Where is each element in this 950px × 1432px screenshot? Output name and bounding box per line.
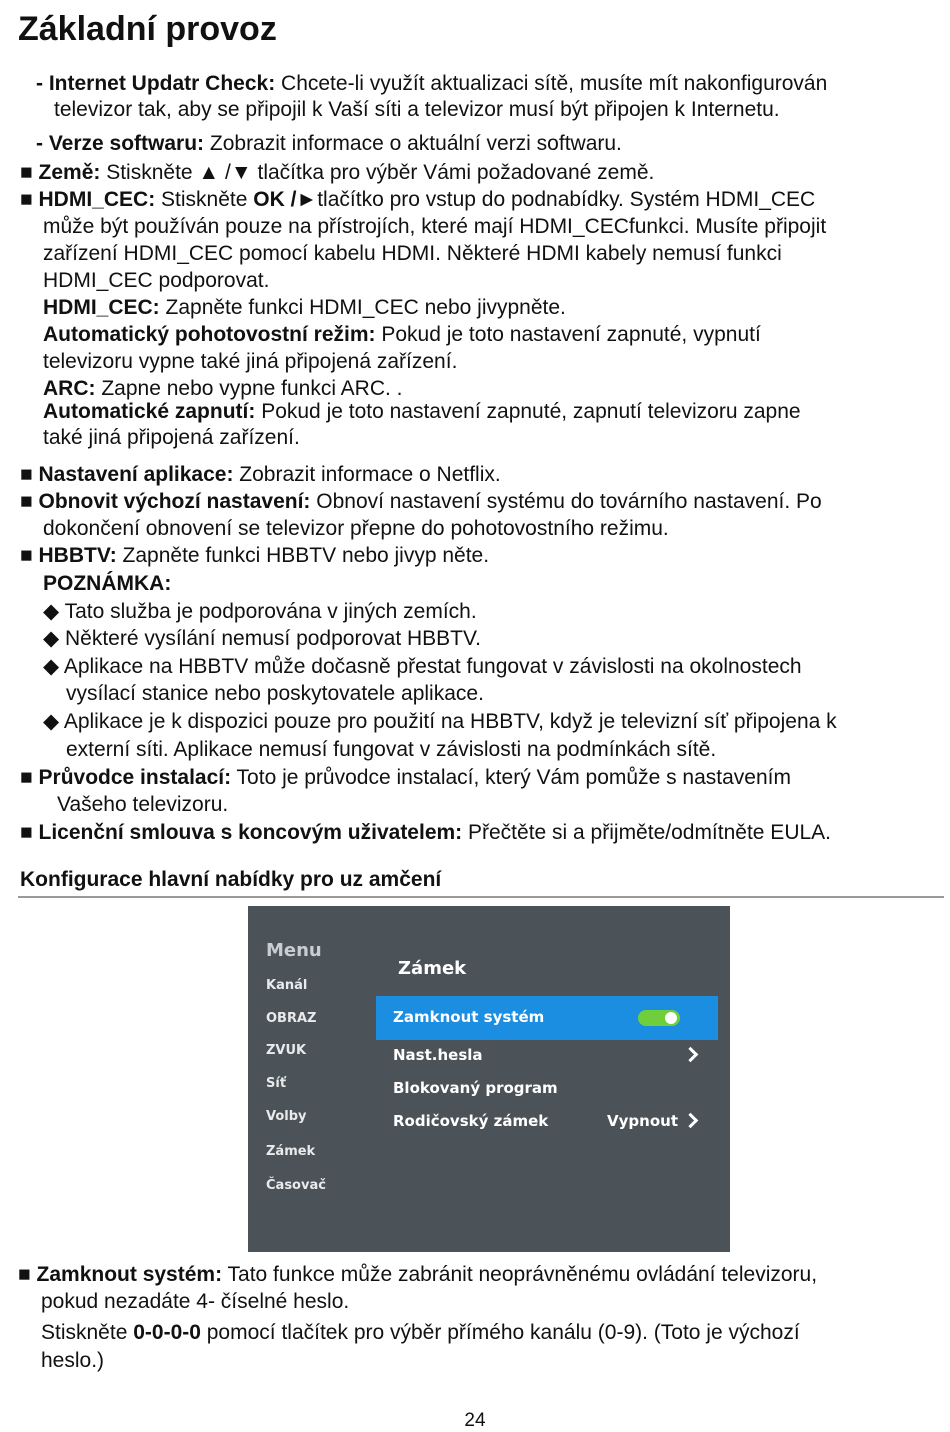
item-hbbtv	[20, 542, 489, 569]
item-continuation	[43, 424, 300, 451]
item-continuation	[43, 515, 669, 542]
toggle-knob	[665, 1012, 677, 1024]
item-text: Tato funkce může zabránit neoprávněnému ovládání televizoru,	[222, 1263, 818, 1286]
item-label: Automatický pohotovostní režim:	[43, 323, 376, 346]
item-text: Pokud je toto nastavení zapnuté, zapnutí televizoru zapne	[255, 400, 801, 423]
item-lock-system	[18, 1261, 817, 1288]
note-bullet	[43, 598, 477, 625]
tv-row-parental-lock	[376, 1100, 718, 1144]
item-continuation	[43, 213, 826, 240]
item-label: ■ HBBTV:	[20, 544, 117, 567]
item-text: Zobrazit informace o aktuální verzi softwaru.	[204, 132, 622, 155]
item-text: Zapne nebo vypne funkci ARC. .	[95, 377, 403, 400]
item-install-guide	[20, 764, 791, 791]
item-auto-power-on	[43, 398, 801, 425]
tv-nav-item: Kanál	[266, 978, 308, 993]
note-heading	[43, 570, 171, 597]
note-bullet	[43, 708, 837, 735]
ok-key-label: OK /►	[253, 188, 318, 211]
item-text: Chcete-li využít aktualizaci sítě, musíte mít nakonfigurován	[275, 72, 828, 95]
tv-nav-item: Zámek	[266, 1144, 316, 1159]
item-label: Automatické zapnutí:	[43, 400, 256, 423]
item-text: externí síti. Aplikace nemusí fungovat v závislosti na podmínkách sítě.	[66, 738, 717, 761]
item-text: Obnoví nastavení systému do továrního nastavení. Po	[310, 490, 822, 513]
item-app-settings	[20, 461, 501, 488]
toggle-switch	[638, 1010, 680, 1026]
item-text: vysílací stanice nebo poskytovatele aplikace.	[66, 682, 484, 705]
item-continuation	[43, 240, 782, 267]
item-text: Stiskněte ▲ /▼ tlačítka pro výběr Vámi požadované země.	[100, 161, 655, 184]
item-continuation	[54, 96, 780, 123]
item-label: ■ Země:	[20, 161, 101, 184]
item-text: Stiskněte	[41, 1321, 134, 1344]
item-eula	[20, 819, 831, 846]
item-label: ■ Zamknout systém:	[18, 1263, 223, 1286]
item-continuation	[66, 680, 484, 707]
item-hdmi-cec-toggle	[43, 294, 566, 321]
tv-nav-item: Časovač	[266, 1178, 326, 1193]
tv-menu-screenshot	[248, 906, 730, 1252]
item-text: zařízení HDMI_CEC pomocí kabelu HDMI. Některé HDMI kabely nemusí funkci	[43, 242, 782, 265]
section-subheading: Konfigurace hlavní nabídky pro uz amčení	[20, 868, 442, 891]
item-hdmi-cec	[20, 186, 815, 213]
item-text: Vašeho televizoru.	[57, 793, 229, 816]
item-label: - Internet Updatr Check:	[36, 72, 276, 95]
note-bullet	[43, 625, 481, 652]
item-text: televizoru vypne také jiná připojená zařízení.	[43, 350, 458, 373]
item-continuation	[57, 791, 228, 818]
item-label: ARC:	[43, 377, 96, 400]
tv-row-label: Blokovaný program	[393, 1079, 558, 1097]
item-software-version	[36, 130, 622, 157]
item-text: Zapněte funkci HDMI_CEC nebo jivypněte.	[159, 296, 566, 319]
item-factory-reset	[20, 488, 822, 515]
item-text: Zapněte funkci HBBTV nebo jivyp něte.	[116, 544, 490, 567]
tv-section-heading: Zámek	[398, 958, 467, 979]
item-text: také jiná připojená zařízení.	[43, 426, 300, 449]
tv-nav-item: OBRAZ	[266, 1011, 317, 1026]
item-text: televizor tak, aby se připojil k Vaší síti a televizor musí být připojen k Internetu.	[54, 98, 780, 121]
item-text: ◆ Aplikace na HBBTV může dočasně přestat fungovat v závislosti na okolnostech	[43, 655, 802, 678]
item-text: ◆ Aplikace je k dispozici pouze pro použití na HBBTV, když je televizní síť připojena k	[43, 710, 837, 733]
tv-nav-item: Volby	[266, 1109, 307, 1124]
item-auto-standby	[43, 321, 761, 348]
item-continuation	[43, 348, 457, 375]
item-continuation	[43, 267, 269, 294]
tv-nav-item: Síť	[266, 1076, 287, 1091]
note-bullet	[43, 653, 802, 680]
item-text: Toto je průvodce instalací, který Vám pomůže s nastavením	[231, 766, 791, 789]
item-text: dokončení obnovení se televizor přepne do pohotovostního režimu.	[43, 517, 669, 540]
item-label: ■ Průvodce instalací:	[20, 766, 232, 789]
item-text: HDMI_CEC podporovat.	[43, 269, 270, 292]
page-number: 24	[464, 1410, 486, 1431]
item-text: Pokud je toto nastavení zapnuté, vypnutí	[375, 323, 761, 346]
item-text: ◆ Tato služba je podporována v jiných zemích.	[43, 600, 477, 623]
item-label: POZNÁMKA:	[43, 572, 172, 595]
item-default-code	[41, 1319, 800, 1346]
page-title: Základní provoz	[18, 10, 277, 48]
item-label: ■ Obnovit výchozí nastavení:	[20, 490, 311, 513]
item-label: ■ Licenční smlouva s koncovým uživatelem:	[20, 821, 463, 844]
item-continuation	[41, 1288, 349, 1315]
item-continuation	[66, 736, 716, 763]
item-text: Zobrazit informace o Netflix.	[233, 463, 501, 486]
item-continuation	[41, 1347, 104, 1374]
tv-row-label: Rodičovský zámek	[393, 1112, 549, 1130]
item-text: Stiskněte	[155, 188, 254, 211]
tv-row-label: Zamknout systém	[393, 1008, 545, 1026]
item-label: - Verze softwaru:	[36, 132, 205, 155]
tv-menu-title: Menu	[266, 940, 322, 961]
chevron-right-icon	[683, 1113, 699, 1129]
item-text: pokud nezadáte 4- číselné heslo.	[41, 1290, 350, 1313]
item-text: ◆ Některé vysílání nemusí podporovat HBBTV.	[43, 627, 481, 650]
tv-row-label: Nast.hesla	[393, 1046, 483, 1064]
item-label: ■ HDMI_CEC:	[20, 188, 156, 211]
item-label: ■ Nastavení aplikace:	[20, 463, 234, 486]
item-text: Přečtěte si a přijměte/odmítněte EULA.	[462, 821, 832, 844]
chevron-right-icon	[683, 1047, 699, 1063]
item-text: pomocí tlačítek pro výběr přímého kanálu (0-9). (Toto je výchozí	[200, 1321, 800, 1344]
item-country	[20, 159, 654, 186]
item-label: HDMI_CEC:	[43, 296, 160, 319]
section-divider	[18, 896, 944, 898]
tv-row-value: Vypnout	[607, 1112, 678, 1130]
tv-nav-item: ZVUK	[266, 1043, 307, 1058]
item-text: může být používán pouze na přístrojích, které mají HDMI_CECfunkci. Musíte připojit	[43, 215, 827, 238]
item-internet-update	[36, 70, 827, 97]
item-text: tlačítko pro vstup do podnabídky. Systém HDMI_CEC	[317, 188, 816, 211]
default-code: 0-0-0-0	[133, 1321, 201, 1344]
item-text: heslo.)	[41, 1349, 105, 1372]
